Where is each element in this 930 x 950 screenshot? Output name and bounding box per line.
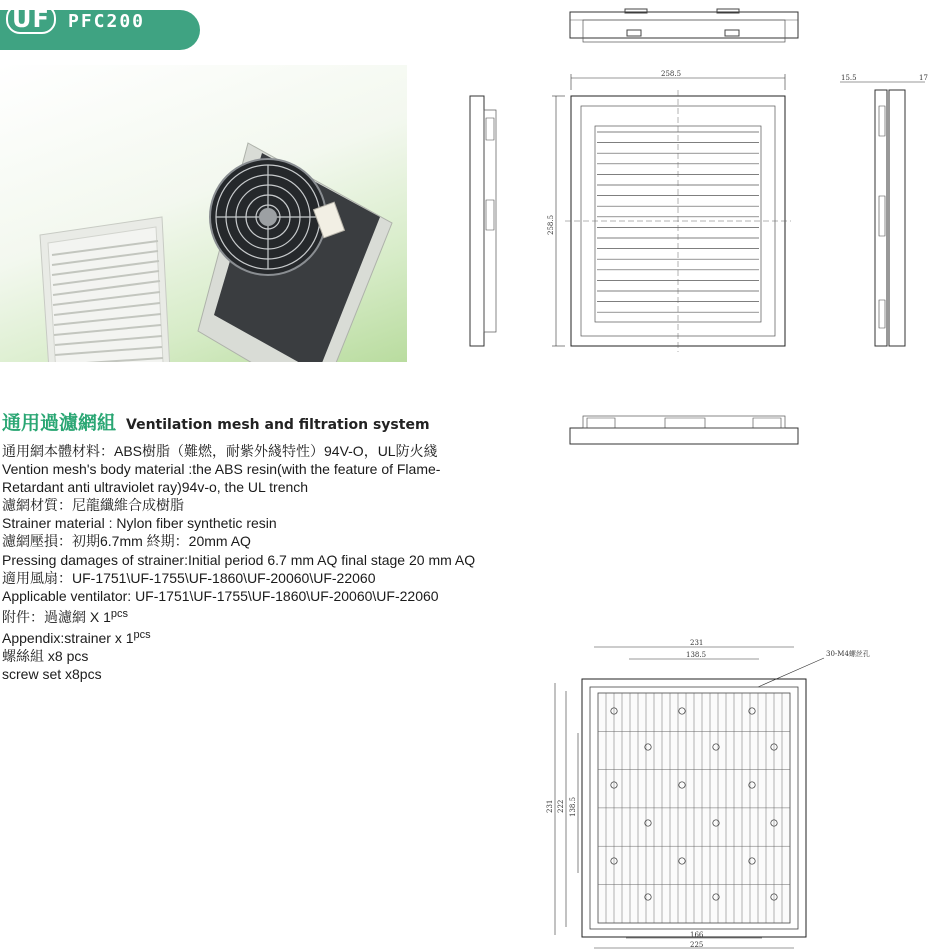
side-view-drawing xyxy=(835,70,930,360)
product-illustration xyxy=(0,65,407,362)
spec-line: Pressing damages of strainer:Initial period 6.7 mm AQ final stage 20 mm AQ xyxy=(2,551,476,568)
dim-rear-width-outer: 231 xyxy=(690,639,704,647)
heading-english: Ventilation mesh and filtration system xyxy=(126,417,430,433)
spec-line: Vention mesh's body material :the ABS resin(with the feature of Flame- xyxy=(2,461,441,478)
spec-line: 濾網材質：尼龍纖維合成樹脂 xyxy=(2,497,184,514)
spec-line: 螺絲組 x8 pcs xyxy=(2,648,89,665)
screw-note: 30-M4螺丝孔 xyxy=(826,650,870,658)
spec-line: 適用風扇：UF-1751\UF-1755\UF-1860\UF-20060\UF-22060 xyxy=(2,569,376,586)
top-view-drawing xyxy=(565,8,805,48)
spec-line: 附件：過濾網 X $1^{pcs}$ xyxy=(2,607,129,625)
spec-line: Strainer material : Nylon fiber synthetic resin xyxy=(2,515,277,532)
front-view-drawing xyxy=(455,70,815,360)
dim-rear-bottom-outer: 225 xyxy=(690,941,704,949)
fan-unit-image xyxy=(198,143,392,362)
dim-rear-bottom-inner: 166 xyxy=(690,931,704,939)
spec-line: Retardant anti ultraviolet ray)94v-o, the UL trench xyxy=(2,479,309,496)
spec-line: Applicable ventilator: UF-1751\UF-1755\UF-1860\UF-20060\UF-22060 xyxy=(2,587,439,604)
product-photo xyxy=(0,65,407,362)
dim-side-a: 15.5 xyxy=(841,74,857,82)
dim-rear-height-mid: 222 xyxy=(557,799,565,813)
rear-view-drawing xyxy=(530,635,910,950)
dim-rear-height-inner: 138.5 xyxy=(569,796,577,817)
dim-front-width: 258.5 xyxy=(661,70,682,78)
dim-rear-width-inner: 138.5 xyxy=(686,651,707,659)
spec-list xyxy=(2,442,522,683)
dim-front-height: 258.5 xyxy=(547,214,555,235)
spec-line: screw set x8pcs xyxy=(2,666,102,683)
dim-side-b: 17 xyxy=(919,74,928,82)
dim-rear-height-outer: 231 xyxy=(546,799,554,813)
section-heading xyxy=(2,408,430,435)
spec-line: 濾網壓損：初期6.7mm 終期：20mm AQ xyxy=(2,533,251,550)
filter-grille-image xyxy=(40,217,172,362)
bottom-view-drawing xyxy=(565,408,805,450)
spec-line: Appendix:strainer x $1^{pcs}$ xyxy=(2,628,151,646)
heading-chinese: 通用過濾網組 xyxy=(2,412,117,434)
brand-logo: UF xyxy=(6,4,56,34)
model-name: PFC200 xyxy=(68,11,146,32)
spec-line: 通用網本體材料：ABS樹脂（難燃，耐紫外綫特性）94V-O，UL防火綫 xyxy=(2,443,438,459)
